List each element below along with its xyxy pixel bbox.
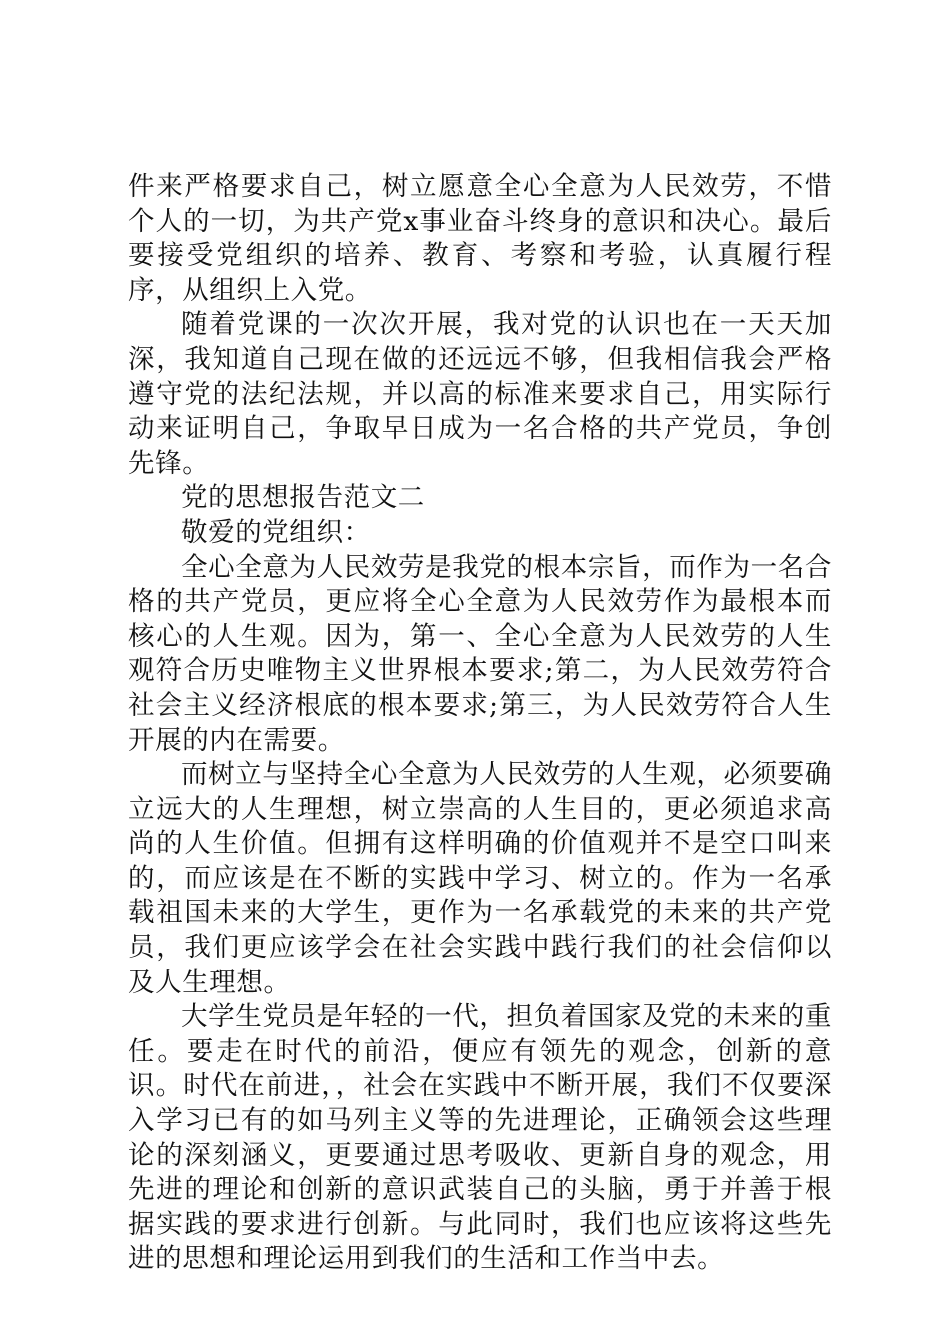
section-heading: 党的思想报告范文二 — [181, 482, 425, 514]
paragraph-student-members: 大学生党员是年轻的一代，担负着国家及党的未来的重任。要走在时代的前沿，便应有领先的观念，创新的意识。时代在前进，，社会在实践中不断开展，我们不仅要深入学习已有的如马列主义等的先进理论，正确领会这些理论的深刻涵义，更要通过思考吸收、更新自身的观念，用先进的理论和创新的意识武装自己的头脑，勇于并善于根据实践的要求进行创新。与此同时，我们也应该将这些先进的思想和理论运用到我们的生活和工作当中去。 — [128, 1001, 832, 1275]
paragraph-serve-people: 全心全意为人民效劳是我党的根本宗旨，而作为一名合格的共产党员，更应将全心全意为人民效劳作为最根本而核心的人生观。因为，第一、全心全意为人民效劳的人生观符合历史唯物主义世界根本要求;第二，为人民效劳符合社会主义经济根底的根本要求;第三，为人民效劳符合人生开展的内在需要。 — [128, 551, 832, 756]
salutation: 敬爱的党组织： — [181, 516, 371, 548]
paragraph-party-lessons: 随着党课的一次次开展，我对党的认识也在一天天加深，我知道自己现在做的还远远不够，但我相信我会严格遵守党的法纪法规，并以高的标准来要求自己，用实际行动来证明自己，争取早日成为一名合格的共产党员，争创先锋。 — [128, 309, 832, 479]
paragraph-continuation: 件来严格要求自己，树立愿意全心全意为人民效劳，不惜个人的一切，为共产党x事业奋斗终身的意识和决心。最后要接受党组织的培养、教育、考察和考验，认真履行程序，从组织上入党。 — [128, 171, 832, 306]
document-body — [128, 170, 832, 1277]
paragraph-life-outlook: 而树立与坚持全心全意为人民效劳的人生观，必须要确立远大的人生理想，树立崇高的人生目的，更必须追求高尚的人生价值。但拥有这样明确的价值观并不是空口叫来的，而应该是在不断的实践中学习、树立的。作为一名承载祖国未来的大学生，更作为一名承载党的未来的共产党员，我们更应该学会在社会实践中践行我们的社会信仰以及人生理想。 — [128, 759, 832, 998]
